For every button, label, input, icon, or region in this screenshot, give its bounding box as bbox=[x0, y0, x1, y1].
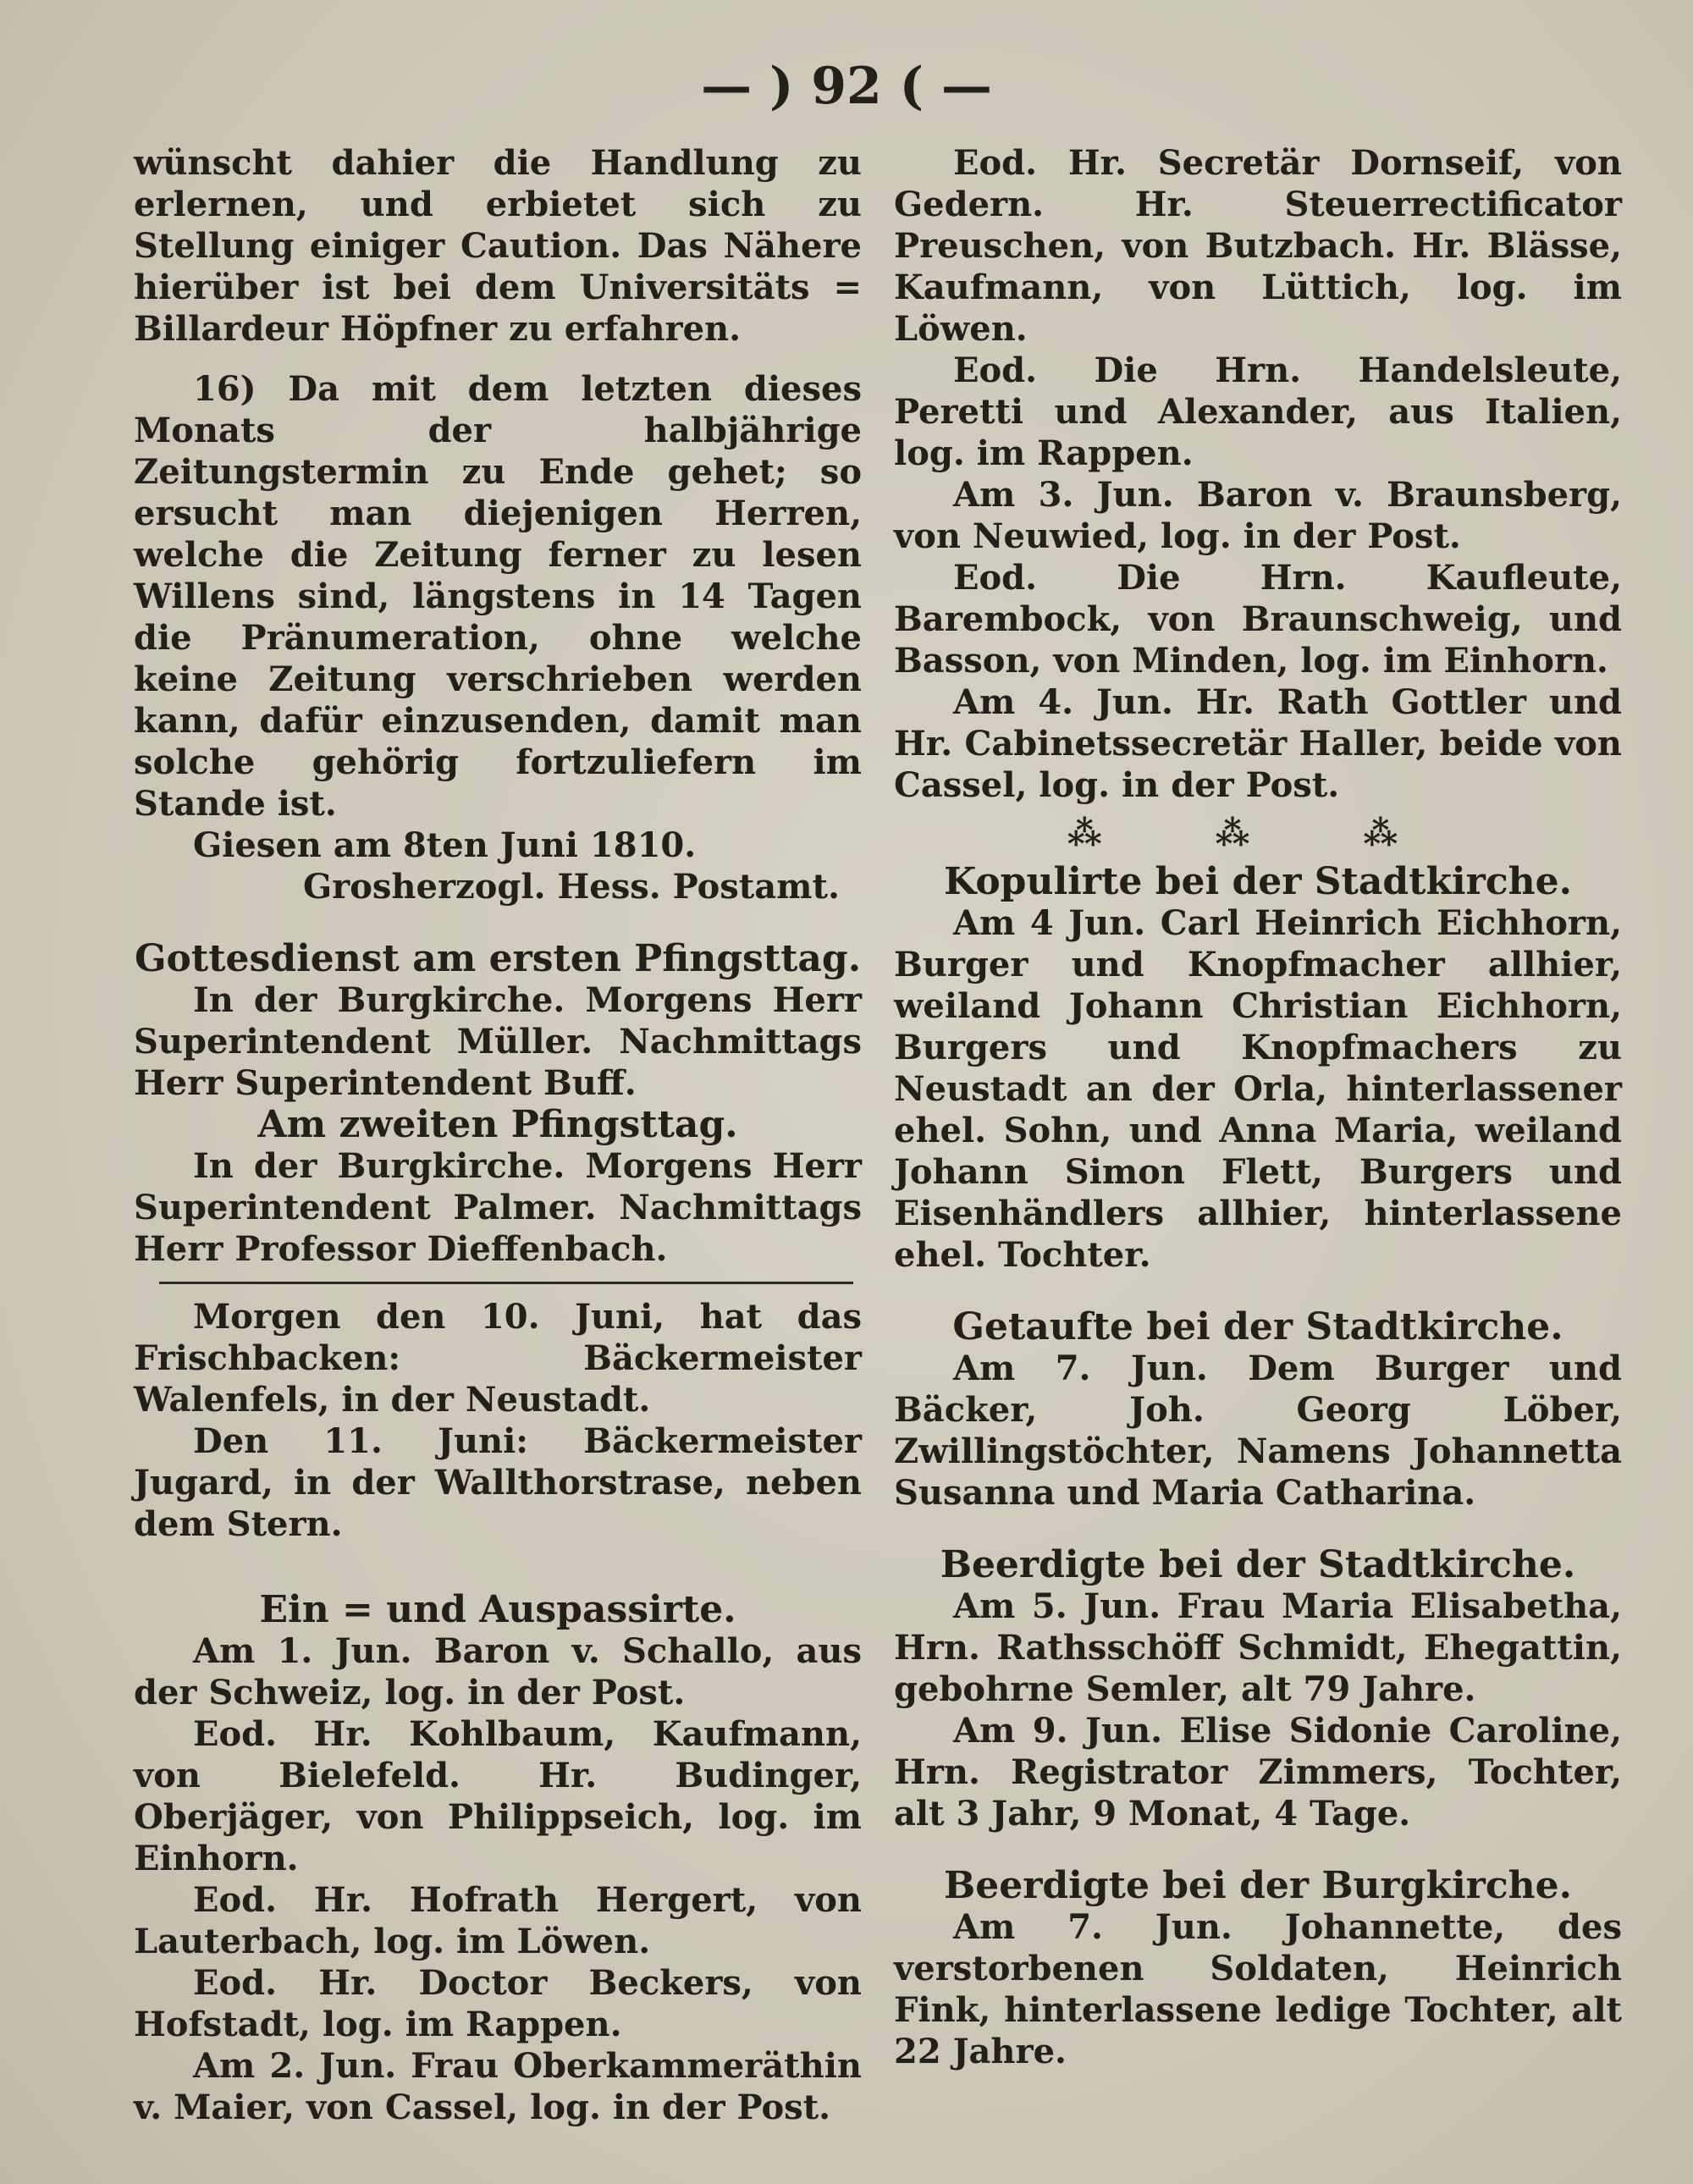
heading-getaufte: Getaufte bei der Stadtkirche. bbox=[952, 1305, 1563, 1348]
arrival-entry: Eod. Die Hrn. Kaufleute, Barembock, von Braunschweig, und Basson, von Minden, log. im Einhorn. bbox=[894, 558, 1622, 681]
notice-date: Giesen am 8ten Juni 1810. bbox=[193, 825, 697, 865]
baking-notice-2: Den 11. Juni: Bäckermeister Jugard, in der Wallthorstrase, neben dem Stern. bbox=[134, 1421, 862, 1544]
heading-ein-und-auspassirte: Ein = und Auspassirte. bbox=[259, 1588, 736, 1631]
arrival-entry: Am 4. Jun. Hr. Rath Gottler und Hr. Cabinetssecretär Haller, beide von Cassel, log. in der Post. bbox=[894, 682, 1622, 805]
paragraph-continuation: wünscht dahier die Handlung zu erlernen, und erbietet sich zu Stellung einiger Caution. Das Nähere hierüber ist bei dem Universitäts = Billardeur Höpfner zu erfahren. bbox=[134, 143, 862, 349]
arrival-entry: Eod. Hr. Secretär Dornseif, von Gedern. Hr. Steuerrectificator Preuschen, von Butzbach. Hr. Blässe, Kaufmann, von Lüttich, log. im Löwen. bbox=[894, 143, 1622, 349]
arrival-entry: Eod. Hr. Doctor Beckers, von Hofstadt, log. im Rappen. bbox=[134, 1963, 862, 2044]
burial-entry: Am 7. Jun. Johannette, des verstorbenen Soldaten, Heinrich Fink, hinterlassene ledige Tochter, alt 22 Jahre. bbox=[894, 1907, 1622, 2071]
marriage-entry: Am 4 Jun. Carl Heinrich Eichhorn, Burger und Knopfmacher allhier, weiland Johann Christian Eichhorn, Burgers und Knopfmachers zu Neustadt an der Orla, hinterlassener ehel. Sohn, und Anna Maria, weiland Johann Simon Flett, Burgers und Eisenhändlers allhier, hinterlassene ehel. Tochter. bbox=[894, 903, 1622, 1275]
heading-gottesdienst: Gottesdienst am ersten Pfingsttag. bbox=[134, 937, 862, 980]
section-divider bbox=[159, 1282, 853, 1284]
burial-entry: Am 9. Jun. Elise Sidonie Caroline, Hrn. Registrator Zimmers, Tochter, alt 3 Jahr, 9 Monat, 4 Tage. bbox=[894, 1711, 1622, 1834]
notice-signature: Grosherzogl. Hess. Postamt. bbox=[303, 867, 840, 907]
arrival-entry: Am 1. Jun. Baron v. Schallo, aus der Schweiz, log. in der Post. bbox=[134, 1631, 862, 1712]
page-number-header: — ) 92 ( — bbox=[701, 57, 992, 116]
arrival-entry: Eod. Hr. Kohlbaum, Kaufmann, von Bielefeld. Hr. Budinger, Oberjäger, von Philippseich, log. im Einhorn. bbox=[134, 1714, 862, 1878]
right-column bbox=[894, 142, 1622, 2072]
heading-kopulirte: Kopulirte bei der Stadtkirche. bbox=[944, 860, 1572, 903]
heading-beerdigte-stadtkirche: Beerdigte bei der Stadtkirche. bbox=[940, 1543, 1576, 1586]
baking-notice-1: Morgen den 10. Juni, hat das Frischbacken: Bäckermeister Walenfels, in der Neustadt. bbox=[134, 1297, 862, 1420]
ornament-divider: ⁂ ⁂ ⁂ bbox=[1067, 813, 1449, 853]
arrival-entry: Eod. Die Hrn. Handelsleute, Peretti und Alexander, aus Italien, log. im Rappen. bbox=[894, 350, 1622, 473]
burial-entry: Am 5. Jun. Frau Maria Elisabetha, Hrn. Rathsschöff Schmidt, Ehegattin, gebohrne Semler, alt 79 Jahre. bbox=[894, 1586, 1622, 1709]
notice-16: 16) Da mit dem letzten dieses Monats der halbjährige Zeitungstermin zu Ende gehet; so ersucht man diejenigen Herren, welche die Zeitung ferner zu lesen Willens sind, längstens in 14 Tagen die Pränumeration, ohne welche keine Zeitung verschrieben werden kann, dafür einzusenden, damit man solche gehörig fortzuliefern im Stande ist. bbox=[134, 369, 862, 824]
arrival-entry: Am 2. Jun. Frau Oberkammeräthin v. Maier, von Cassel, log. in der Post. bbox=[134, 2046, 862, 2127]
service-second-day: In der Burgkirche. Morgens Herr Superintendent Palmer. Nachmittags Herr Professor Dieffenbach. bbox=[134, 1146, 862, 1269]
left-column bbox=[134, 142, 862, 2128]
heading-beerdigte-burgkirche: Beerdigte bei der Burgkirche. bbox=[944, 1864, 1572, 1907]
arrival-entry: Am 3. Jun. Baron v. Braunsberg, von Neuwied, log. in der Post. bbox=[894, 475, 1622, 556]
heading-zweiter-pfingsttag: Am zweiten Pfingsttag. bbox=[257, 1103, 738, 1146]
service-first-day: In der Burgkirche. Morgens Herr Superintendent Müller. Nachmittags Herr Superintendent Buff. bbox=[134, 980, 862, 1103]
baptism-entry: Am 7. Jun. Dem Burger und Bäcker, Joh. Georg Löber, Zwillingstöchter, Namens Johannetta Susanna und Maria Catharina. bbox=[894, 1348, 1622, 1513]
arrival-entry: Eod. Hr. Hofrath Hergert, von Lauterbach, log. im Löwen. bbox=[134, 1880, 862, 1961]
